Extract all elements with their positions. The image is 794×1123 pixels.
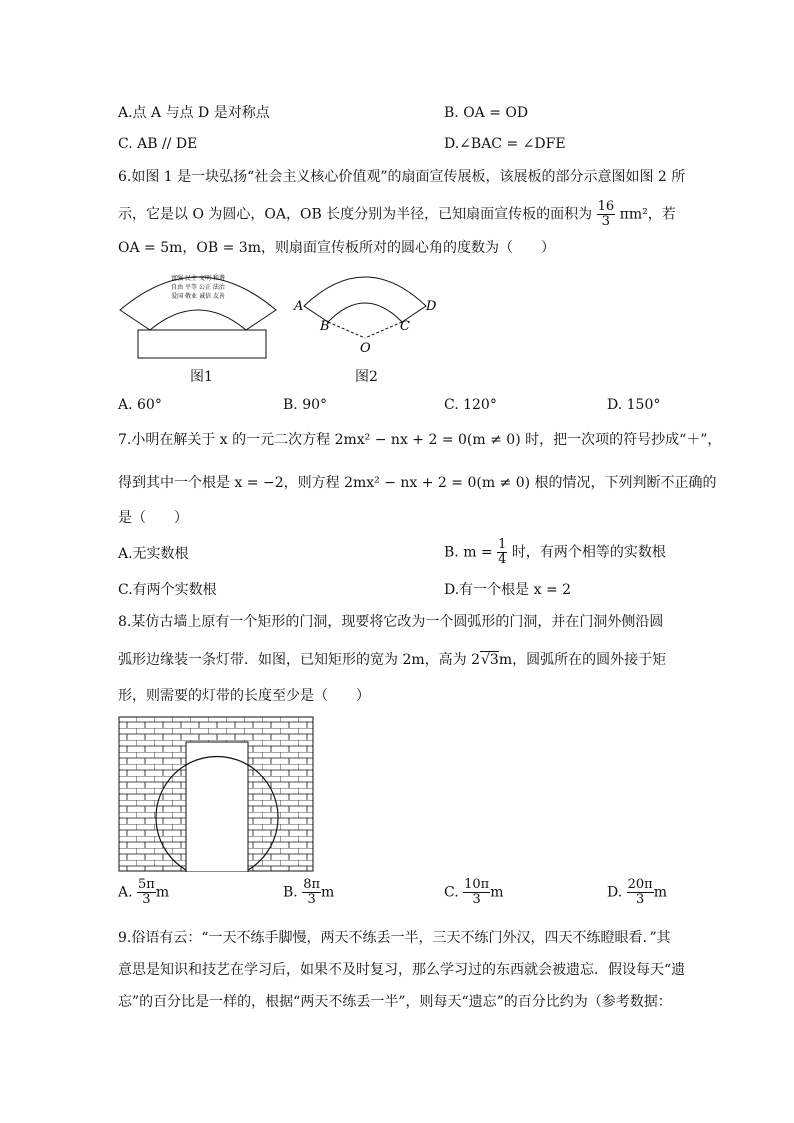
- q7-option-b-denominator: 4: [498, 552, 507, 567]
- q6-option-c: C. 120°: [444, 397, 497, 413]
- q9-stem-line2: 意思是知识和技艺在学习后，如果不及时复习，那么学习过的东西就会被遗忘．假设每天“遗: [118, 962, 686, 978]
- q8-option-c-unit: m: [490, 884, 504, 901]
- q8-option-b-fraction: [302, 878, 321, 907]
- label-c: C: [400, 319, 410, 334]
- q8-stem-line2-text: 弧形边缘装一条灯带．如图，已知矩形的宽为 2m，高为 2: [118, 652, 480, 668]
- q7-option-a: A.无实数根: [118, 546, 189, 562]
- q8-option-b: [283, 878, 334, 907]
- q8-stem-line3: 形，则需要的灯带的长度至少是（ ）: [118, 688, 370, 704]
- fan-text-row2: 自由 平等 公正 法治: [171, 284, 225, 291]
- q7-stem-line3: 是（ ）: [118, 510, 188, 526]
- q8-option-a-unit: m: [155, 884, 170, 901]
- q6-fraction-denominator: 3: [601, 214, 611, 229]
- q6-stem-line1: 6.如图 1 是一块弘扬“社会主义核心价值观”的扇面宣传展板，该展板的部分示意图如图 2 所: [118, 169, 686, 185]
- q8-option-b-label: B.: [283, 884, 298, 901]
- fan-text-row1: 富强 民主 文明 和谐: [171, 275, 225, 282]
- q8-option-b-denominator: 3: [307, 892, 316, 907]
- q6-option-d: D. 150°: [607, 397, 661, 413]
- q6-option-a: A. 60°: [118, 397, 162, 413]
- q9-stem-line1: 9.俗语有云：“一天不练手脚慢，两天不练丢一半，三天不练门外汉，四天不练瞪眼看．”其: [118, 930, 671, 946]
- q5-option-b: B. OA = OD: [444, 105, 529, 121]
- q5-option-c: C. AB // DE: [118, 136, 198, 152]
- fan-text-row3: 爱国 敬业 诚信 友善: [171, 293, 225, 300]
- q8-option-a-numerator: 5π: [138, 877, 155, 892]
- q6-stem-line2-unit: πm²，若: [619, 206, 676, 223]
- q6-fraction-numerator: 16: [597, 199, 615, 214]
- q8-option-d-label: D.: [607, 884, 623, 901]
- q8-option-d-denominator: 3: [636, 892, 645, 907]
- q8-option-a-denominator: 3: [142, 892, 151, 907]
- q7-option-b: [444, 538, 666, 567]
- q8-brick-wall-figure: [118, 716, 314, 872]
- q8-sqrt: √3: [481, 652, 499, 668]
- q8-option-b-numerator: 8π: [303, 877, 321, 892]
- q7-option-b-fraction: [497, 538, 507, 567]
- q6-figure1-fan-board: [118, 262, 278, 362]
- q8-option-c-numerator: 10π: [464, 877, 490, 892]
- q8-stem-line2: [118, 650, 666, 670]
- q7-option-c: C.有两个实数根: [118, 582, 217, 598]
- q8-option-d: [607, 878, 667, 907]
- q8-option-d-fraction: [627, 878, 654, 907]
- q5-option-a: A.点 A 与点 D 是对称点: [118, 105, 270, 121]
- q8-stem-line1: 8.某仿古墙上原有一个矩形的门洞，现要将它改为一个圆弧形的门洞，并在门洞外侧沿圆: [118, 614, 664, 630]
- q7-option-b-suffix: 时，有两个相等的实数根: [511, 544, 666, 561]
- q7-stem-line2: 得到其中一个根是 x = −2，则方程 2mx² − nx + 2 = 0(m ≠ 0) 根的情况，下列判断不正确的: [118, 475, 717, 491]
- q6-figure2-sector-diagram: [290, 272, 450, 356]
- label-d: D: [426, 299, 437, 314]
- q6-figure1-caption: 图1: [190, 369, 213, 385]
- q6-area-fraction: [597, 200, 616, 229]
- q6-stem-line2: [118, 200, 676, 229]
- q8-option-c-label: C.: [444, 884, 459, 901]
- q8-option-d-numerator: 20π: [627, 877, 653, 892]
- q7-option-d: D.有一个根是 x = 2: [444, 582, 572, 598]
- q8-option-a-fraction: [137, 878, 156, 907]
- label-a: A: [294, 299, 304, 314]
- q8-option-c: [444, 878, 504, 907]
- q6-stem-line2-text: 示，它是以 O 为圆心，OA，OB 长度分别为半径，已知扇面宣传板的面积为: [118, 206, 593, 223]
- q6-option-b: B. 90°: [283, 397, 328, 413]
- q7-option-b-prefix: B. m =: [444, 544, 493, 561]
- q8-option-a: [118, 878, 169, 907]
- q7-option-b-numerator: 1: [498, 537, 507, 552]
- q7-stem-line1: 7.小明在解关于 x 的一元二次方程 2mx² − nx + 2 = 0(m ≠ 0) 时，把一次项的符号抄成“＋”，: [118, 432, 722, 448]
- q8-option-a-label: A.: [118, 884, 133, 901]
- q9-stem-line3: 忘”的百分比是一样的，根据“两天不练丢一半”，则每天“遗忘”的百分比约为（参考数据：: [118, 994, 672, 1010]
- q8-stem-line2-tail: m，圆弧所在的圆外接于矩: [498, 652, 667, 668]
- q8-option-d-unit: m: [653, 884, 668, 901]
- q8-option-c-denominator: 3: [472, 892, 481, 907]
- q6-stem-line3: OA = 5m，OB = 3m，则扇面宣传板所对的圆心角的度数为（ ）: [118, 240, 555, 256]
- q8-sqrt-value: 3: [489, 652, 499, 668]
- q6-figure2-caption: 图2: [355, 369, 378, 385]
- q8-option-b-unit: m: [321, 884, 335, 901]
- q8-option-c-fraction: [463, 878, 490, 907]
- label-b: B: [320, 319, 330, 334]
- q5-option-d: D.∠BAC = ∠DFE: [444, 136, 566, 152]
- label-o: O: [360, 341, 371, 356]
